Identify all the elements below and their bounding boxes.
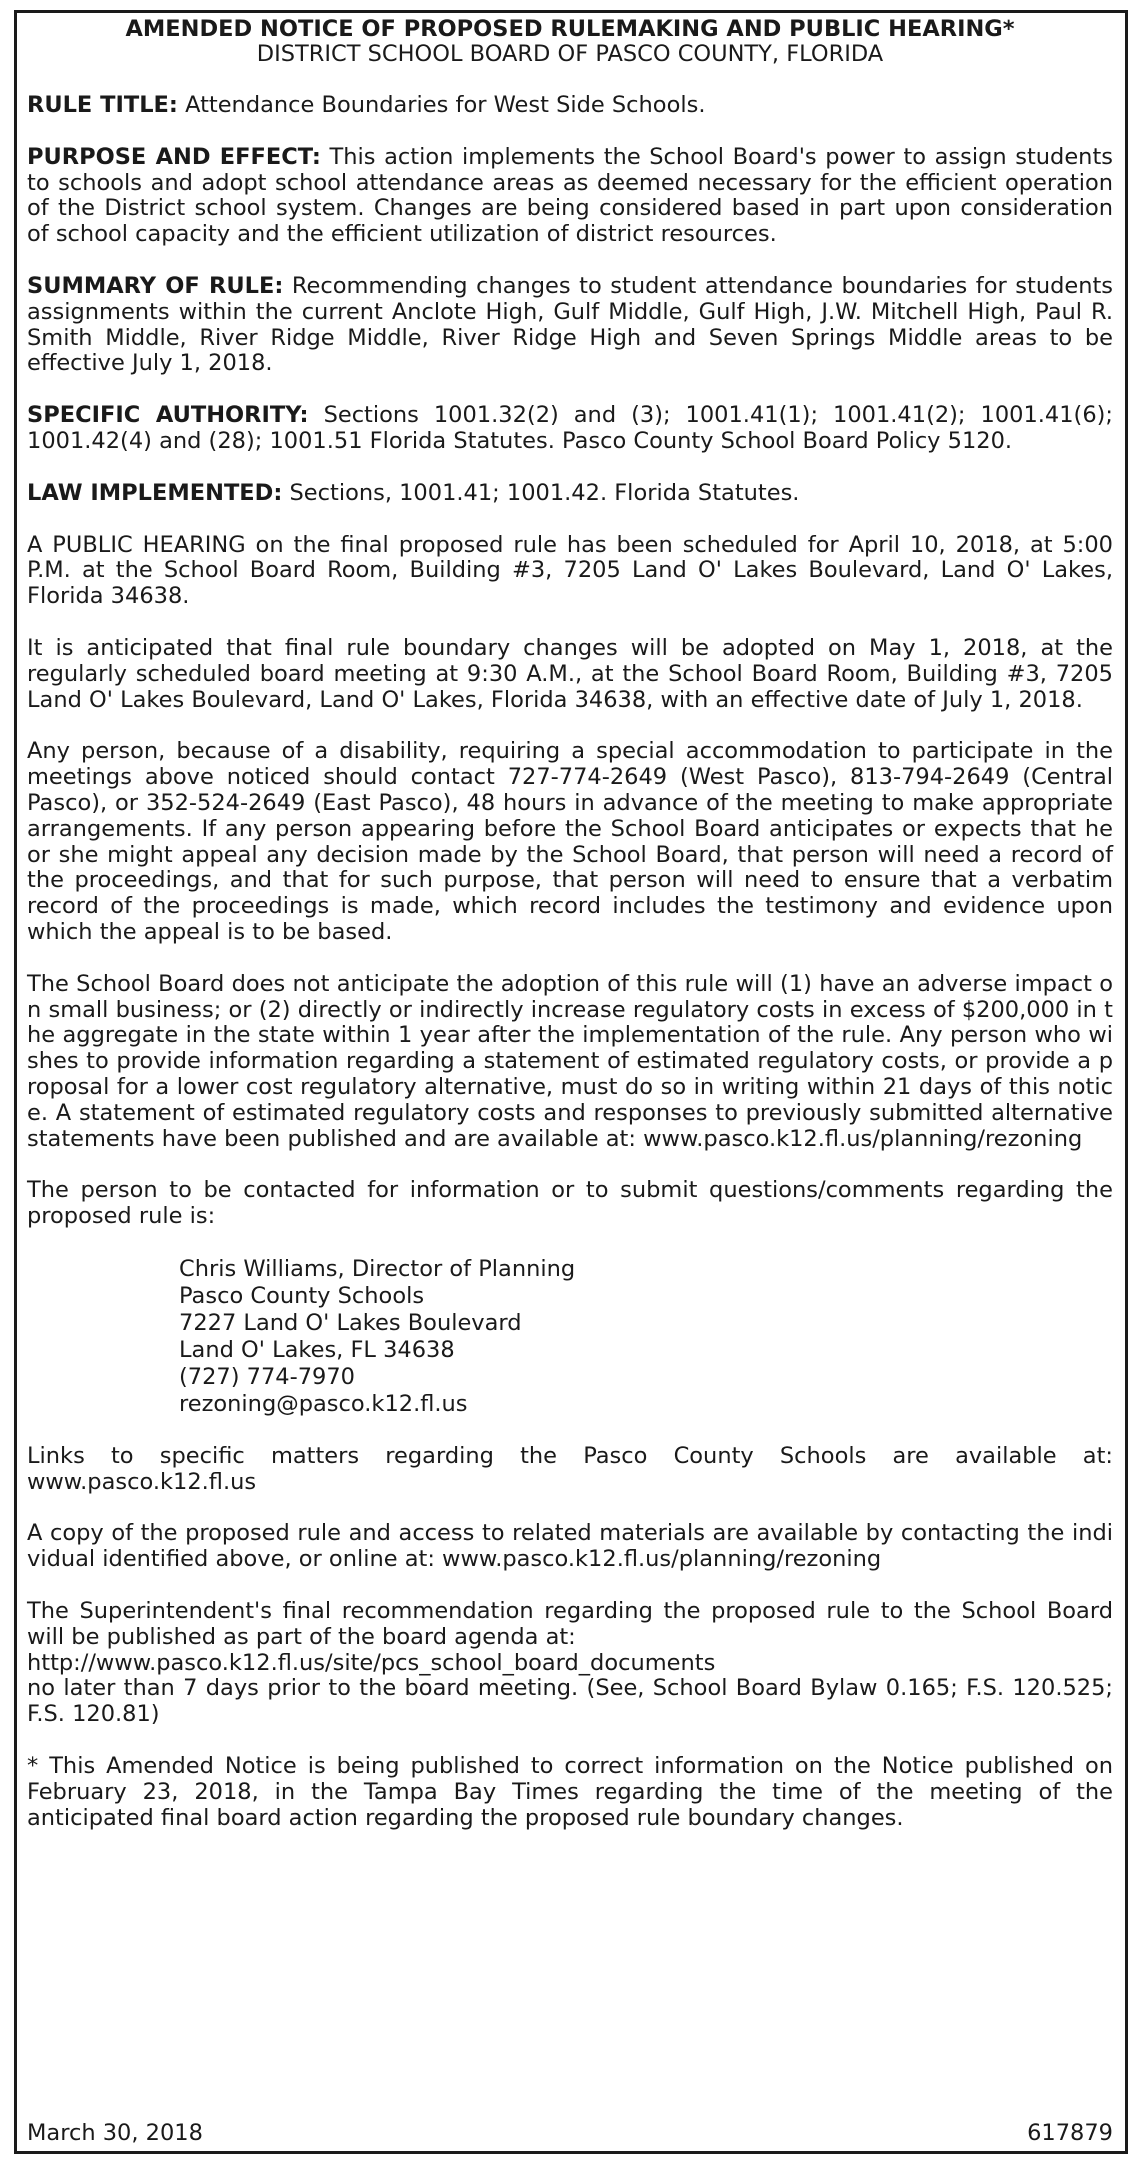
hearing-paragraph: A PUBLIC HEARING on the final proposed rule has been scheduled for April 10, 2018, at 5:00 P.M. at the School Board Room, Building #3, 7205 Land O' Lakes Boulevard, Land O' Lakes, Florida 34638. <box>27 531 1113 610</box>
legal-notice <box>14 10 1128 2154</box>
law-label: LAW IMPLEMENTED: <box>27 479 283 506</box>
copy-paragraph: A copy of the proposed rule and access to related materials are available by contacting the individual identified above, or online at: www.pasco.k12.fl.us/planning/rezoning <box>27 1520 1113 1573</box>
notice-footer <box>27 2121 1113 2147</box>
contact-org: Pasco County Schools <box>179 1282 425 1309</box>
authority-text: Sections 1001.32(2) and (3); 1001.41(1); 1001.41(2); 1001.41(6); 1001.42(4) and (28); 1001.51 Florida Statutes. Pasco County School Board Policy 5120. <box>27 402 1114 454</box>
contact-block <box>179 1256 1113 1418</box>
notice-title: AMENDED NOTICE OF PROPOSED RULEMAKING AND PUBLIC HEARING* <box>125 16 1015 42</box>
contact-street: 7227 Land O' Lakes Boulevard <box>179 1309 522 1336</box>
rule-title-label: RULE TITLE: <box>27 92 178 118</box>
contact-phone: (727) 774-7970 <box>179 1363 355 1390</box>
summary-text: Recommending changes to student attendance boundaries for students assignments within the current Anclote High, Gulf Middle, Gulf High, J.W. Mitchell High, Paul R. Smith Middle, River Ridge Middle, River Ridge High and Seven Springs Middle areas to be effective July 1, 2018. <box>27 272 1114 377</box>
law-section <box>27 481 1113 507</box>
superintendent-text: The Superintendent's final recommendation regarding the proposed rule to the School Board will be published as part of the board agenda at: <box>27 1598 1113 1650</box>
regulatory-paragraph: The School Board does not anticipate the adoption of this rule will (1) have an adverse impact on small business; or (2) directly or indirectly increase regulatory costs in excess of $200,000 in the aggregate in the state within 1 year after the implementation of the rule. Any person who wishes to provide information regarding a statement of estimated regulatory costs, or provide a proposal for a lower cost regulatory alternative, must do so in writing within 21 days of this notice. A statement of estimated regulatory costs and responses to previously submitted alternative statements have been published and are available at: www.pasco.k12.fl.us/planning/rezoning <box>27 970 1113 1152</box>
amended-note-paragraph: * This Amended Notice is being published to correct information on the Notice published on February 23, 2018, in the Tampa Bay Times regarding the time of the meeting of the anticipated final board action regarding the proposed rule boundary changes. <box>27 1753 1113 1831</box>
contact-city: Land O' Lakes, FL 34638 <box>179 1336 455 1363</box>
rule-title-text: Attendance Boundaries for West Side Schools. <box>185 92 706 118</box>
disability-paragraph: Any person, because of a disability, requiring a special accommodation to participate in the meetings above noticed should contact 727-774-2649 (West Pasco), 813-794-2649 (Central Pasco), or 352-524-2649 (East Pasco), 48 hours in advance of the meeting to make appropriate arrangements. If any person appearing before the School Board anticipates or expects that he or she might appeal any decision made by the School Board, that person will need a record of the proceedings, and that for such purpose, that person will need to ensure that a verbatim record of the proceedings is made, which record includes the testimony and evidence upon which the appeal is to be based. <box>27 738 1113 945</box>
authority-label: SPECIFIC AUTHORITY: <box>27 402 309 429</box>
purpose-label: PURPOSE AND EFFECT: <box>27 143 321 170</box>
contact-email: rezoning@pasco.k12.fl.us <box>179 1390 468 1417</box>
adoption-paragraph: It is anticipated that final rule boundary changes will be adopted on May 1, 2018, at the regularly scheduled board meeting at 9:30 A.M., at the School Board Room, Building #3, 7205 Land O' Lakes Boulevard, Land O' Lakes, Florida 34638, with an effective date of July 1, 2018. <box>27 634 1113 713</box>
superintendent-deadline: no later than 7 days prior to the board meeting. (See, School Board Bylaw 0.165; F.S. 120.525; F.S. 120.81) <box>27 1675 1113 1728</box>
contact-intro-paragraph: The person to be contacted for information or to submit questions/comments regarding the proposed rule is: <box>27 1177 1113 1230</box>
authority-section <box>27 403 1113 455</box>
summary-section <box>27 274 1113 377</box>
purpose-text: This action implements the School Board's power to assign students to schools and adopt school attendance areas as deemed necessary for the efficient operation of the District school system. Changes are being considered based in part upon consideration of school capacity and the efficient utilization of district resources. <box>27 143 1113 248</box>
contact-name: Chris Williams, Director of Planning <box>179 1255 576 1282</box>
notice-date: March 30, 2018 <box>27 2120 203 2147</box>
links-paragraph: Links to specific matters regarding the Pasco County Schools are available at: www.pasco.k12.fl.us <box>27 1442 1113 1495</box>
ad-number: 617879 <box>1027 2120 1113 2147</box>
rule-title-section <box>27 93 1113 119</box>
agenda-url: http://www.pasco.k12.fl.us/site/pcs_school_board_documents <box>27 1649 716 1676</box>
purpose-section <box>27 145 1113 248</box>
law-text: Sections, 1001.41; 1001.42. Florida Statutes. <box>289 479 800 506</box>
summary-label: SUMMARY OF RULE: <box>27 272 284 299</box>
notice-subtitle: DISTRICT SCHOOL BOARD OF PASCO COUNTY, FLORIDA <box>256 41 884 67</box>
superintendent-paragraph <box>27 1599 1113 1728</box>
